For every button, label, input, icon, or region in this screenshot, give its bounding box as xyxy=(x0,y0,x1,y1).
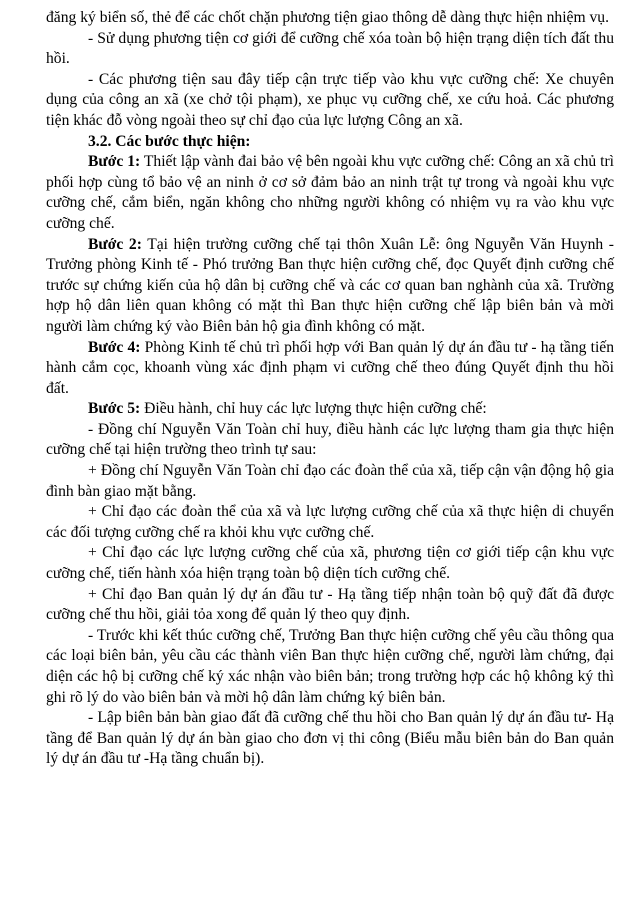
step-4-label: Bước 4: xyxy=(88,338,141,356)
list-item: + Chỉ đạo các đoàn thể của xã và lực lượng cưỡng chế của xã thực hiện di chuyển các đối tượng cưỡng chế ra khỏi khu vực cưỡng chế. xyxy=(46,503,614,541)
step-5-label: Bước 5: xyxy=(88,400,141,418)
step-1-label: Bước 1: xyxy=(88,153,141,171)
list-item: - Lập biên bản bàn giao đất đã cưỡng chế thu hồi cho Ban quản lý dự án đầu tư- Hạ tầng để Ban quản lý dự án bàn giao cho đơn vị thi công (Biểu mẫu biên bản do Ban quản lý dự án đầu tư -Hạ tầng chuẩn bị). xyxy=(46,709,614,768)
paragraph-continuation: đăng ký biển số, thẻ để các chốt chặn phương tiện giao thông dễ dàng thực hiện nhiệm vụ. xyxy=(46,9,609,26)
paragraph-access-vehicles: - Các phương tiện sau đây tiếp cận trực tiếp vào khu vực cưỡng chế: Xe chuyên dụng của công an xã (xe chở tội phạm), xe phục vụ cưỡng chế, xe cứu hoả. Các phương tiện khác đỗ vòng ngoài theo sự chỉ đạo của lực lượng Công an xã. xyxy=(46,70,614,129)
section-heading: 3.2. Các bước thực hiện: xyxy=(88,132,251,150)
list-item: + Chỉ đạo Ban quản lý dự án đầu tư - Hạ tầng tiếp nhận toàn bộ quỹ đất đã được cưỡng chế thu hồi, giải tỏa xong để quản lý theo quy định. xyxy=(46,585,614,624)
step-5: Bước 5: Điều hành, chỉ huy các lực lượng thực hiện cưỡng chế: xyxy=(88,400,487,418)
step-2-label: Bước 2: xyxy=(88,235,142,253)
list-item: + Đồng chí Nguyễn Văn Toàn chỉ đạo các đoàn thể của xã, tiếp cận vận động hộ gia đình bàn giao mặt bằng. xyxy=(46,462,614,500)
list-item: - Đồng chí Nguyễn Văn Toàn chỉ huy, điều hành các lực lượng tham gia thực hiện cưỡng chế tại hiện trường theo trình tự sau: xyxy=(46,420,614,459)
list-item: + Chỉ đạo các lực lượng cưỡng chế của xã, phương tiện cơ giới tiếp cận khu vực cưỡng chế, tiến hành xóa hiện trạng toàn bộ diện tích cưỡng chế. xyxy=(46,544,614,583)
step-4: Bước 4: Phòng Kinh tế chủ trì phối hợp với Ban quản lý dự án đầu tư - hạ tầng tiến hành cắm cọc, khoanh vùng xác định phạm vi cưỡng chế theo đúng Quyết định thu hồi đất. xyxy=(46,338,615,397)
step-2: Bước 2: Tại hiện trường cưỡng chế tại thôn Xuân Lễ: ông Nguyễn Văn Huynh - Trưởng phòng Kinh tế - Phó trưởng Ban thực hiện cưỡng chế, đọc Quyết định cưỡng chế trước sự chứng kiến của hộ dân bị cưỡng chế và các cơ quan ban nghành của xã. Trường hợp hộ dân liên quan không có mặt thì Ban thực hiện cưỡng chế lập biên bản và mời người làm chứng ký vào Biên bản hộ gia đình không có mặt. xyxy=(46,235,614,335)
list-item: - Trước khi kết thúc cưỡng chế, Trưởng Ban thực hiện cưỡng chế yêu cầu thông qua các loại biên bản, yêu cầu các thành viên Ban thực hiện cưỡng chế, người làm chứng, đại diện các hộ bị cưỡng chế ký xác nhận vào biên bản; trong trường hợp các hộ không ký thì ghi rõ lý do vào biên bản và mời hộ dân làm chứng ký biên bản. xyxy=(46,626,614,706)
paragraph-vehicles: - Sử dụng phương tiện cơ giới để cưỡng chế xóa toàn bộ hiện trạng diện tích đất thu hồi. xyxy=(46,29,614,68)
step-1: Bước 1: Thiết lập vành đai bảo vệ bên ngoài khu vực cưỡng chế: Công an xã chủ trì phối hợp cùng tổ bảo vệ an ninh ở cơ sở đảm bảo an ninh trật tự trong và ngoài khu vực cưỡng chế, cắm biển, ngăn không cho những người không có nhiệm vụ ra vào khu vực cưỡng chế. xyxy=(46,153,614,232)
